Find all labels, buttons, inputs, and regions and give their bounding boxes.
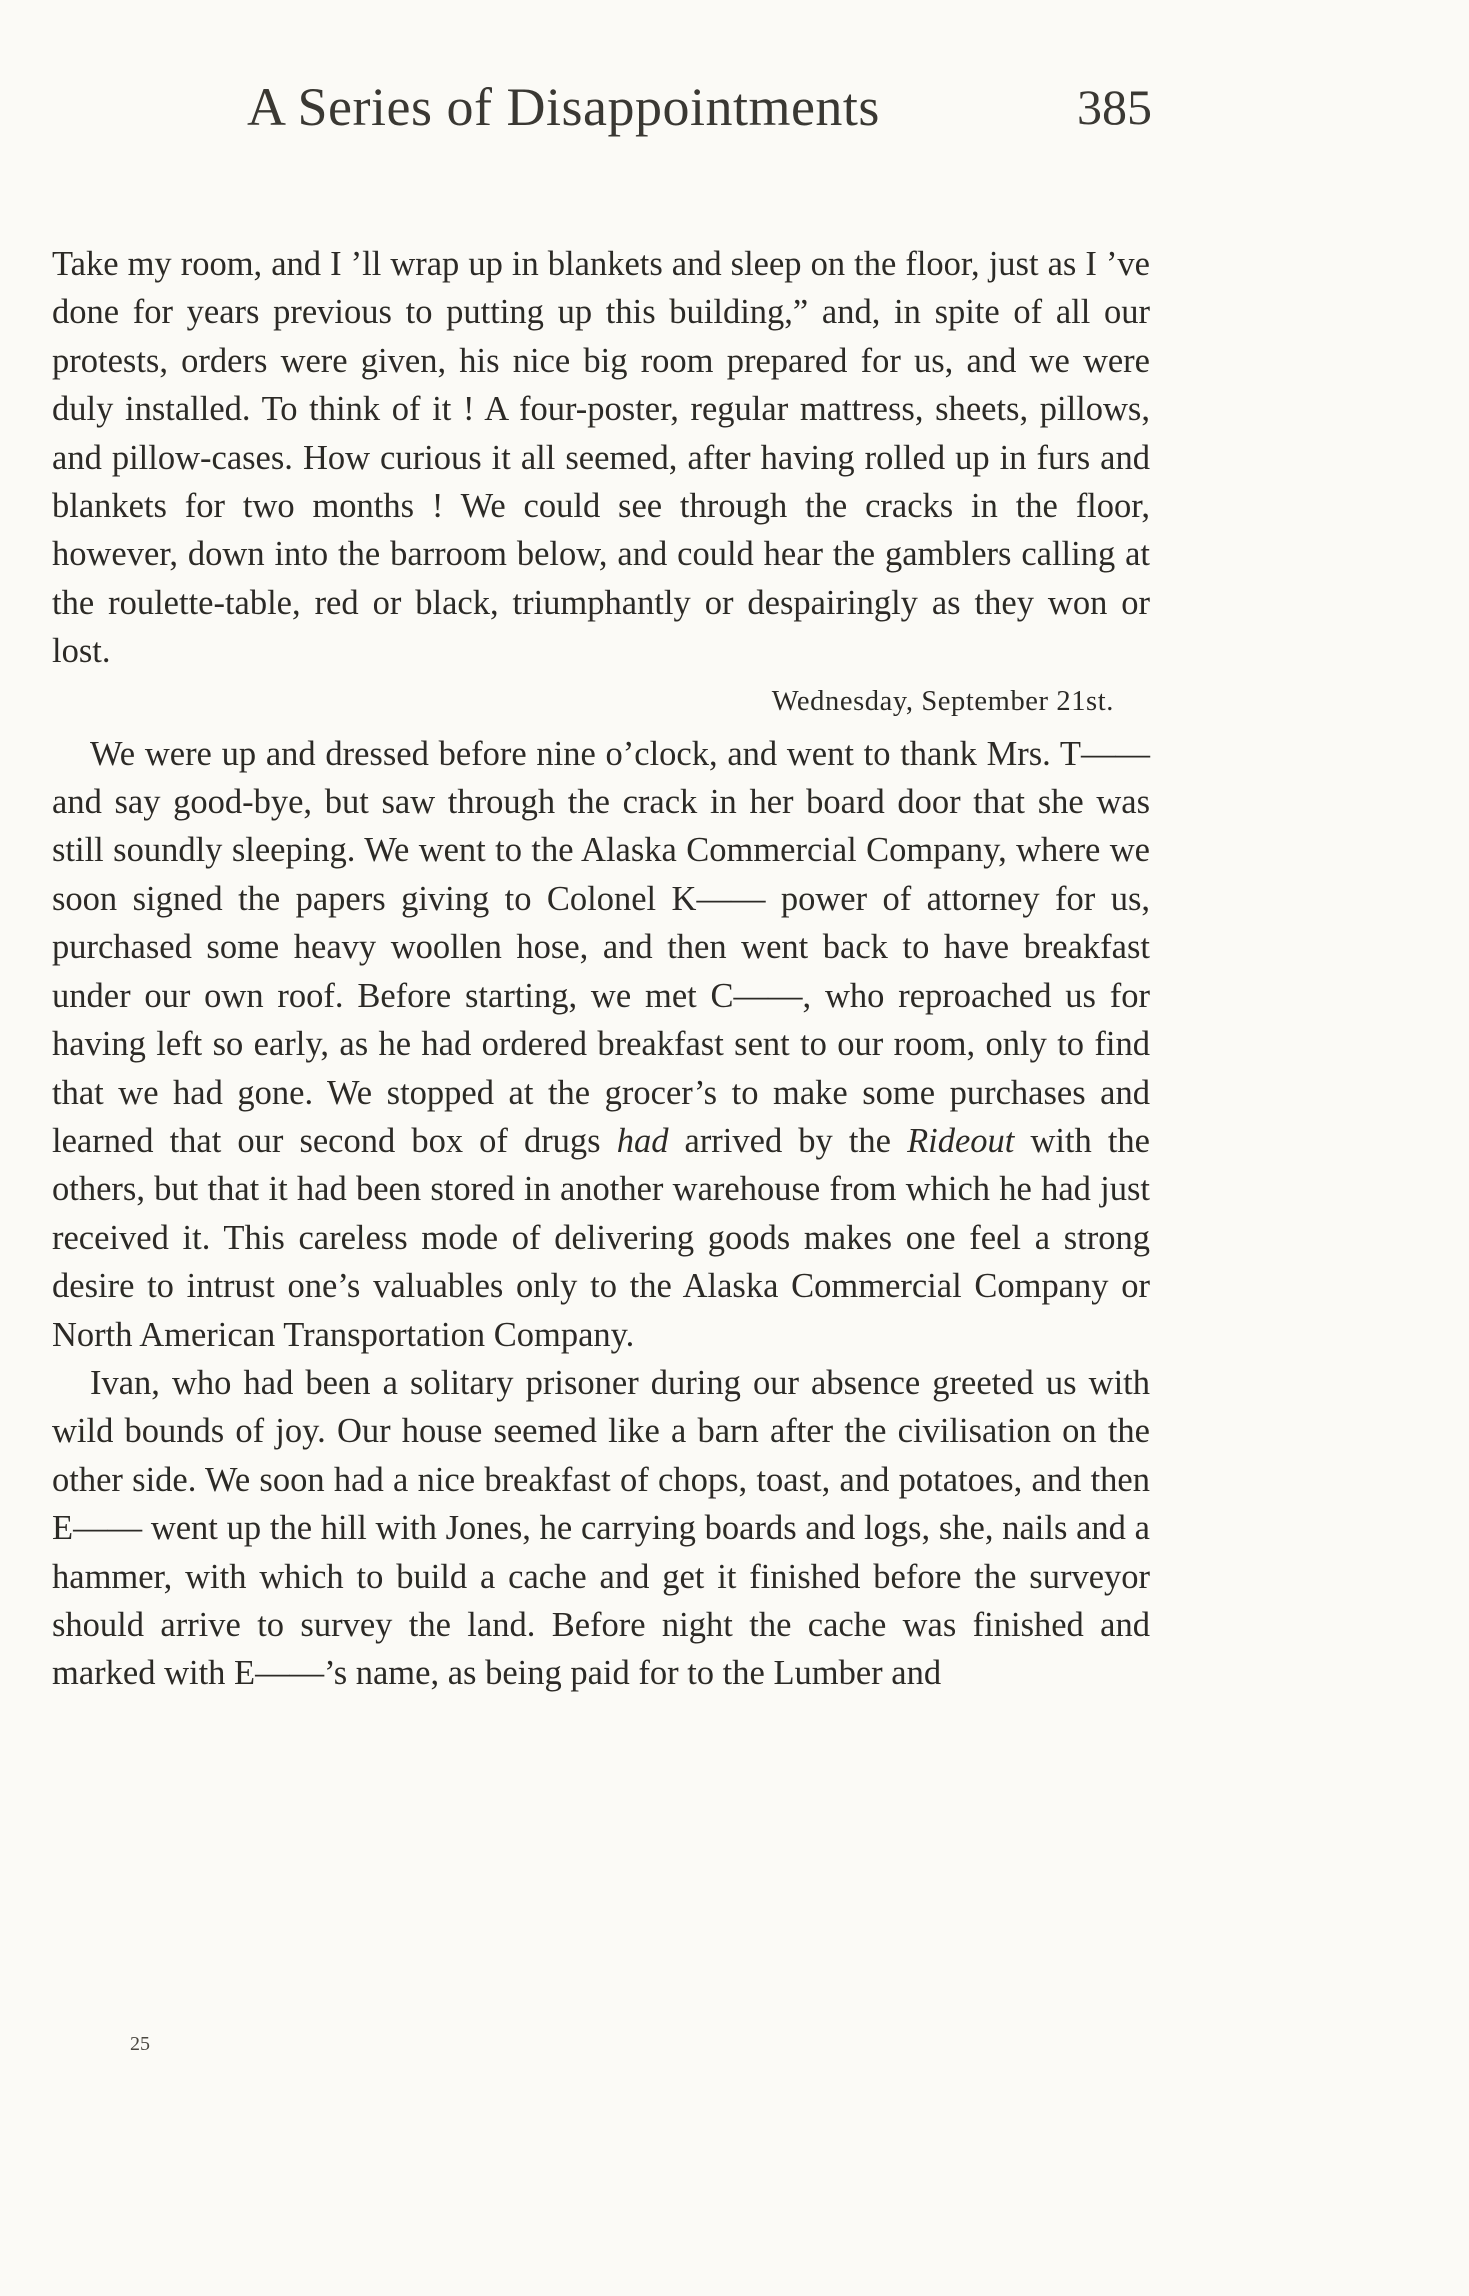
book-page [52, 60, 1150, 1698]
paragraph-continued: Take my room, and I ’ll wrap up in blankets and sleep on the floor, just as I ’ve done for years previous to putting up this building,” and, in spite of all our protests, orders were given, his nice big room prepared for us, and we were duly installed. To think of it ! A four-poster, regular mattress, sheets, pillows, and pillow-cases. How curious it all seemed, after having rolled up in furs and blankets for two months ! We could see through the cracks in the floor, however, down into the barroom below, and could hear the gamblers calling at the roulette-table, red or black, triumphantly or despairingly as they won or lost. [52, 245, 1150, 671]
paragraph-text-part: We were up and dressed before nine o’clock, and went to thank Mrs. T—— and say good-bye, but saw through the crack in her board door that she was still soundly sleeping. We went to the Alaska Commercial Company, where we soon signed the papers giving to Colonel K—— power of attorney for us, purchased some heavy woollen hose, and then went back to have breakfast under our own roof. Before starting, we met C——, who reproached us for having left so early, as he had ordered breakfast sent to our room, only to find that we had gone. We stopped at the grocer’s to make some purchases and learned that our second box of drugs [52, 734, 1150, 1160]
paragraph-ivan: Ivan, who had been a solitary prisoner during our absence greeted us with wild bounds of joy. Our house seemed like a barn after the civilisation on the other side. We soon had a nice breakfast of chops, toast, and potatoes, and then E—— went up the hill with Jones, he carrying boards and logs, she, nails and a hammer, with which to build a cache and get it finished before the surveyor should arrive to survey the land. Before night the cache was finished and marked with E——’s name, as being paid for to the Lumber and [52, 1363, 1150, 1693]
body-text [52, 240, 1150, 1698]
paragraph-september-21 [52, 730, 1150, 1359]
italic-had: had [616, 1121, 669, 1160]
diary-dateline: Wednesday, September 21st. [771, 685, 1114, 717]
page-number: 385 [1077, 79, 1152, 135]
paragraph-text-part: arrived by the [668, 1121, 908, 1160]
paragraph-text-part: with the others, but that it had been stored in another warehouse from which he had just received it. This careless mode of delivering goods makes one feel a strong desire to intrust one’s valuables only to the Alaska Commercial Company or North American Transportation Company. [52, 1121, 1150, 1354]
running-title: A Series of Disappointments [247, 77, 880, 137]
signature-mark: 25 [130, 2033, 150, 2055]
page-header [52, 60, 1150, 160]
ship-name-rideout: Rideout [907, 1121, 1015, 1160]
